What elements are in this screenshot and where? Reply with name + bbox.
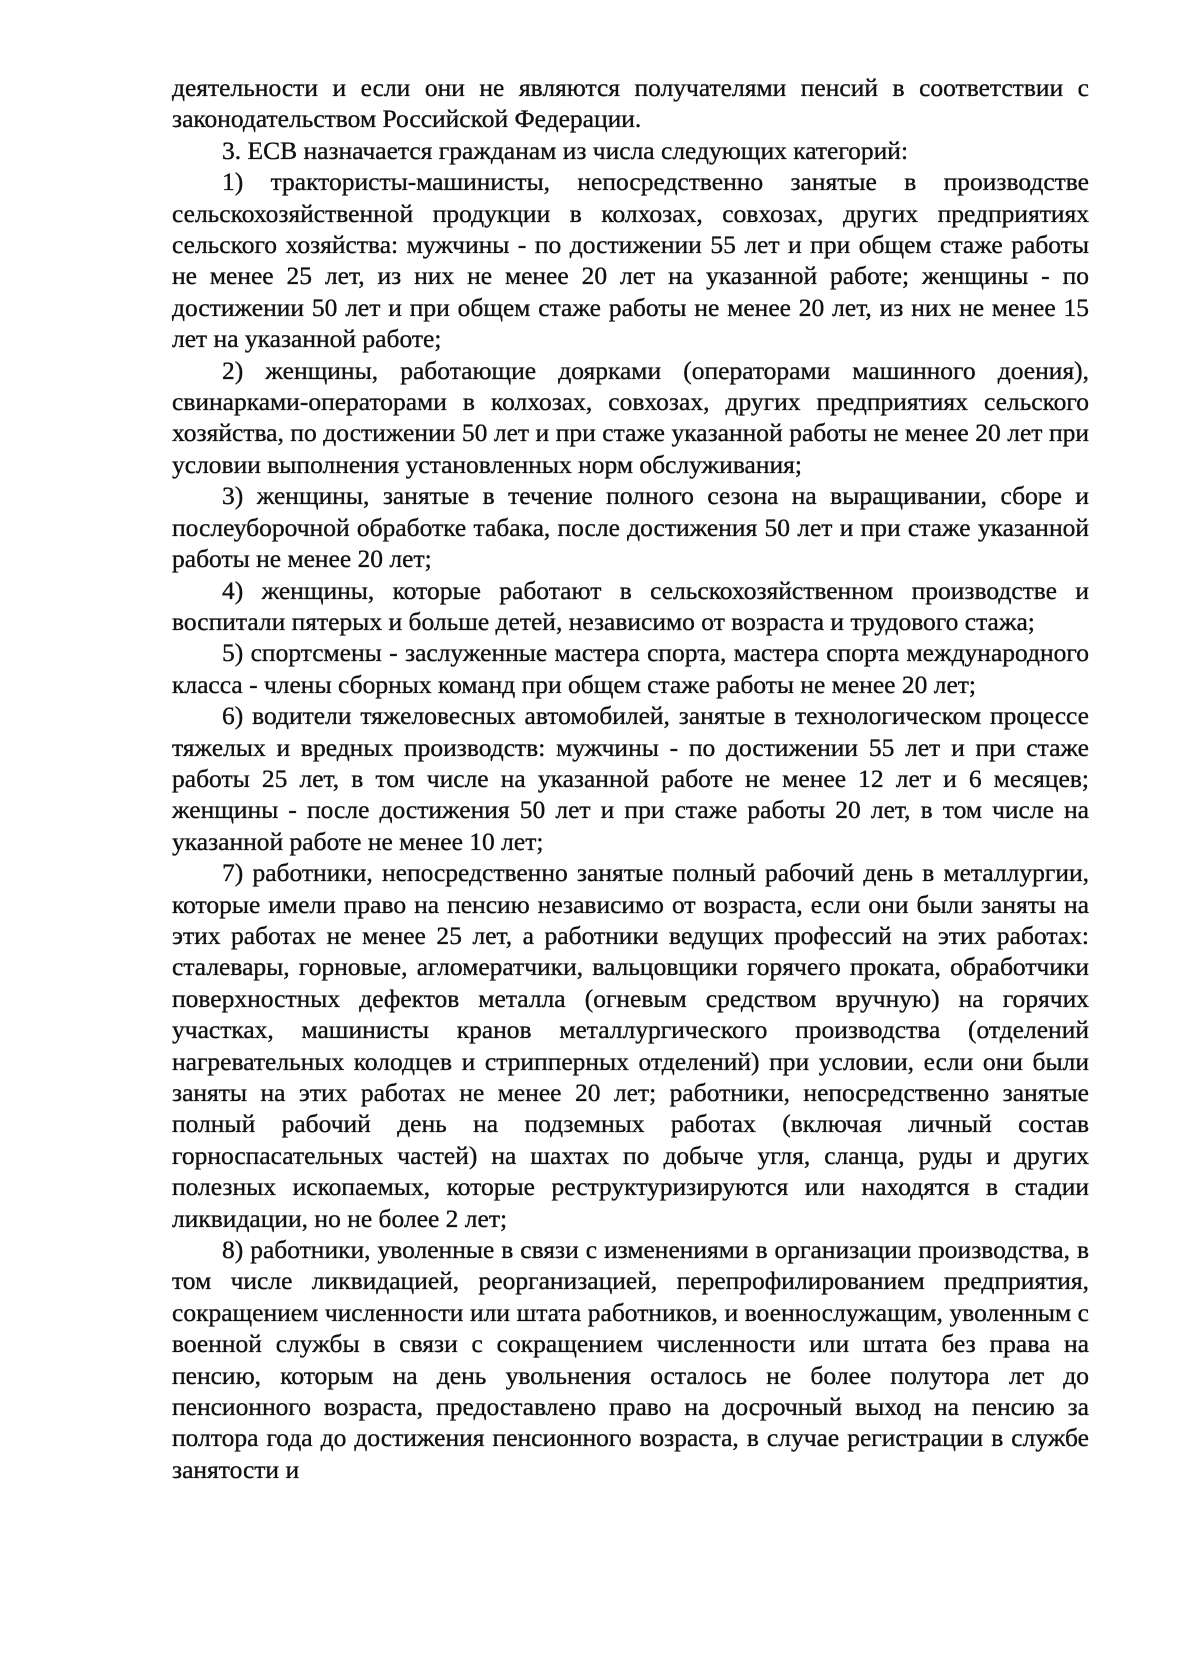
paragraph-item-2: 2) женщины, работающие доярками (операторами машинного доения), свинарками-операторами в колхозах, совхозах, других предприятиях сельского хозяйства, по достижении 50 лет и при стаже указанной работы не менее 20 лет при условии выполнения установленных норм обслуживания; — [172, 355, 1089, 479]
paragraph-item-5: 5) спортсмены - заслуженные мастера спорта, мастера спорта международного класса - члены сборных команд при общем стаже работы не менее 20 лет; — [172, 638, 1089, 699]
paragraph-item-1: 1) трактористы-машинисты, непосредственно занятые в производстве сельскохозяйственной продукции в колхозах, совхозах, других предприятиях сельского хозяйства: мужчины - по достижении 55 лет и при общем стаже работы не менее 25 лет, из них не менее 20 лет на указанной работе; женщины - по достижении 50 лет и при общем стаже работы не менее 20 лет, из них не менее 15 лет на указанной работе; — [172, 167, 1089, 354]
paragraph-item-8: 8) работники, уволенные в связи с изменениями в организации производства, в том числе ликвидацией, реорганизацией, перепрофилированием предприятия, сокращением численности или штата работников, и военнослужащим, уволенным с военной службы в связи с сокращением численности или штата без права на пенсию, которым на день увольнения осталось не более полутора лет до пенсионного возраста, предоставлено право на досрочный выход на пенсию за полтора года до достижения пенсионного возраста, в случае регистрации в службе занятости и — [172, 1235, 1089, 1484]
paragraph-intro-continuation: деятельности и если они не являются получателями пенсий в соответствии с законодательством Российской Федерации. — [172, 73, 1089, 134]
paragraph-clause-3: 3. ЕСВ назначается гражданам из числа следующих категорий: — [222, 135, 909, 165]
document-body — [172, 72, 1089, 1485]
paragraph-item-7: 7) работники, непосредственно занятые полный рабочий день в металлургии, которые имели право на пенсию независимо от возраста, если они были заняты на этих работах не менее 25 лет, а работники ведущих профессий на этих работах: сталевары, горновые, агломератчики, вальцовщики горячего проката, обработчики поверхностных дефектов металла (огневым средством вручную) на горячих участках, машинисты кранов металлургического производства (отделений нагревательных колодцев и стрипперных отделений) при условии, если они были заняты на этих работах не менее 20 лет; работники, непосредственно занятые полный рабочий день на подземных работах (включая личный состав горноспасательных частей) на шахтах по добыче угля, сланца, руды и других полезных ископаемых, которые реструктуризируются или находятся в стадии ликвидации, но не более 2 лет; — [172, 858, 1089, 1233]
paragraph-item-3: 3) женщины, занятые в течение полного сезона на выращивании, сборе и послеуборочной обработке табака, после достижения 50 лет и при стаже указанной работы не менее 20 лет; — [172, 481, 1089, 574]
paragraph-item-4: 4) женщины, которые работают в сельскохозяйственном производстве и воспитали пятерых и больше детей, независимо от возраста и трудового стажа; — [172, 575, 1089, 636]
paragraph-item-6: 6) водители тяжеловесных автомобилей, занятые в технологическом процессе тяжелых и вредных производств: мужчины - по достижении 55 лет и при стаже работы 25 лет, в том числе на указанной работе не менее 12 лет и 6 месяцев; женщины - после достижения 50 лет и при стаже работы 20 лет, в том числе на указанной работе не менее 10 лет; — [172, 701, 1089, 856]
